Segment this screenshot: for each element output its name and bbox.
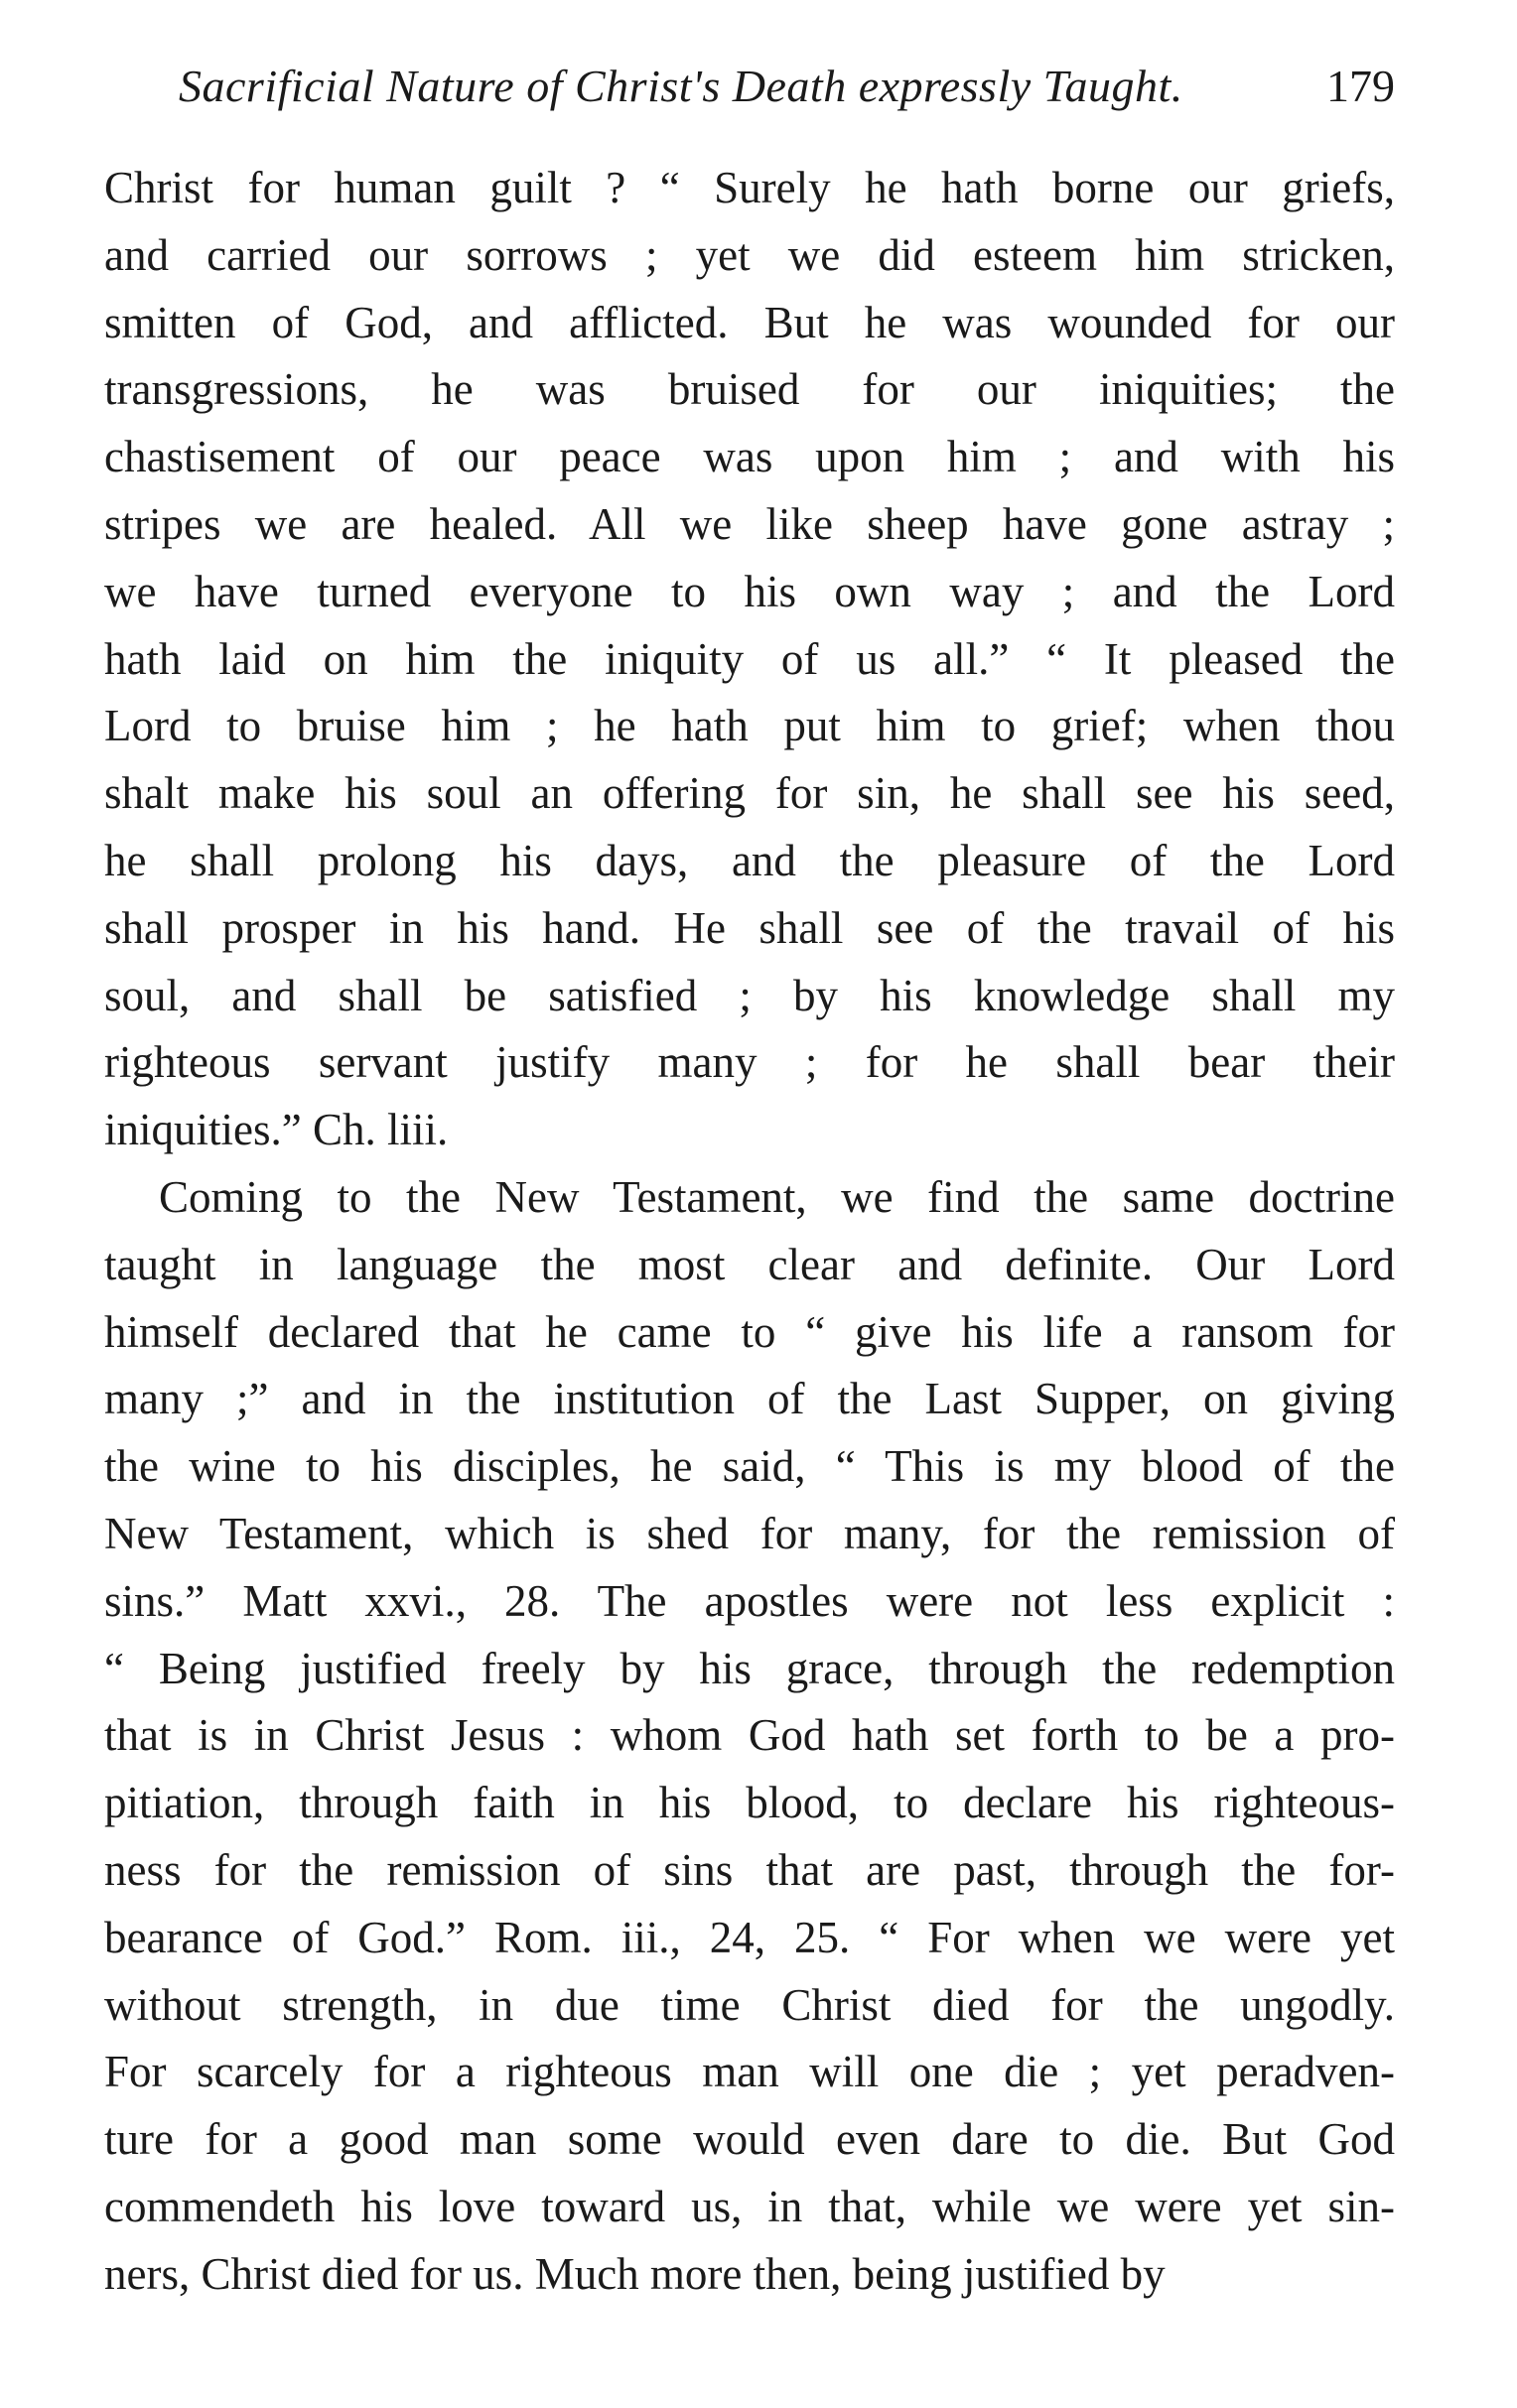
text-line: transgressions, he was bruised for our iniquities; the [104, 364, 1395, 415]
text-line: bearance of God.” Rom. iii., 24, 25. “ For when we were yet [104, 1912, 1395, 1962]
text-line: without strength, in due time Christ died for the ungodly. [104, 1979, 1395, 2030]
text-line: New Testament, which is shed for many, for the remission of [104, 1508, 1395, 1558]
text-line: the wine to his disciples, he said, “ This is my blood of the [104, 1441, 1395, 1492]
text-line: commendeth his love toward us, in that, while we were yet sin- [104, 2181, 1395, 2231]
text-line: shalt make his soul an offering for sin, he shall see his seed, [104, 768, 1395, 819]
text-line: righteous servant justify many ; for he shall bear their [104, 1037, 1395, 1088]
text-line: shall prosper in his hand. He shall see of the travail of his [104, 902, 1395, 953]
text-line: he shall prolong his days, and the pleasure of the Lord [104, 835, 1395, 885]
text-line: ture for a good man some would even dare to die. But God [104, 2114, 1395, 2165]
paragraph [104, 155, 1395, 1164]
text-line: taught in language the most clear and definite. Our Lord [104, 1239, 1395, 1289]
text-line: Lord to bruise him ; he hath put him to grief; when thou [104, 701, 1395, 751]
text-line: iniquities.” Ch. liii. [104, 1105, 449, 1155]
text-line: soul, and shall be satisfied ; by his knowledge shall my [104, 970, 1395, 1020]
paragraph [104, 1164, 1395, 2309]
text-line: chastisement of our peace was upon him ; and with his [104, 432, 1395, 482]
page-number: 179 [1326, 61, 1395, 111]
text-line: we have turned everyone to his own way ; and the Lord [104, 566, 1395, 616]
text-line: Christ for human guilt ? “ Surely he hath borne our griefs, [104, 163, 1395, 212]
text-line: and carried our sorrows ; yet we did esteem him stricken, [104, 229, 1395, 280]
text-line: Coming to the New Testament, we find the same doctrine [159, 1171, 1395, 1222]
text-line: “ Being justified freely by his grace, through the redemption [104, 1643, 1395, 1693]
body-text [104, 155, 1395, 2309]
text-line: himself declared that he came to “ give his life a ransom for [104, 1306, 1395, 1357]
text-line: smitten of God, and afflicted. But he was wounded for our [104, 297, 1395, 347]
text-line: hath laid on him the iniquity of us all.” “ It pleased the [104, 633, 1395, 684]
text-line: For scarcely for a righteous man will one die ; yet peradven- [104, 2047, 1395, 2097]
text-line: that is in Christ Jesus : whom God hath set forth to be a pro- [104, 1710, 1395, 1761]
text-line: ners, Christ died for us. Much more then, being justified by [104, 2248, 1166, 2299]
text-line: many ;” and in the institution of the Last Supper, on giving [104, 1374, 1395, 1424]
text-line: sins.” Matt xxvi., 28. The apostles were not less explicit : [104, 1575, 1395, 1626]
text-line: stripes we are healed. All we like sheep have gone astray ; [104, 498, 1395, 549]
running-head [104, 52, 1395, 121]
text-line: pitiation, through faith in his blood, to declare his righteous- [104, 1778, 1395, 1828]
text-line: ness for the remission of sins that are past, through the for- [104, 1844, 1395, 1895]
running-title: Sacrificial Nature of Christ's Death expressly Taught. [179, 61, 1183, 111]
